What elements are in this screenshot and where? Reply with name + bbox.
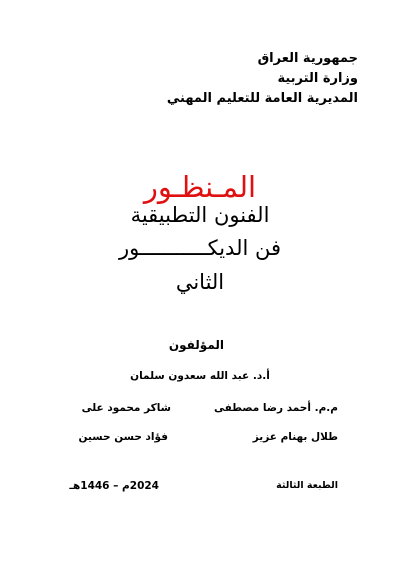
subject-line-specialty: فن الديكـــــــــــور	[118, 236, 282, 260]
edition-label: الطبعة الثالثة	[276, 480, 338, 491]
author-name: شاكر محمود على	[81, 402, 171, 414]
author-name: م.م. أحمد رضا مصطفى	[214, 402, 338, 414]
author-name: طلال بهنام عزيز	[252, 431, 338, 443]
book-title: المـنظـور	[143, 170, 257, 204]
ministry-line-ministry: وزارة التربية	[277, 71, 358, 86]
authors-heading: المؤلفون	[168, 338, 224, 352]
author-name: أ.د. عبد الله سعدون سلمان	[130, 370, 270, 382]
subject-line-field: الفنون التطبيقية	[130, 203, 270, 227]
author-name: فؤاد حسن حسين	[78, 431, 168, 443]
ministry-line-country: جمهورية العراق	[257, 51, 358, 66]
subject-line-grade: الثاني	[175, 270, 225, 294]
ministry-line-directorate: المديرية العامة للتعليم المهني	[166, 91, 358, 106]
publication-year: 2024م – 1446هـ	[69, 480, 159, 492]
